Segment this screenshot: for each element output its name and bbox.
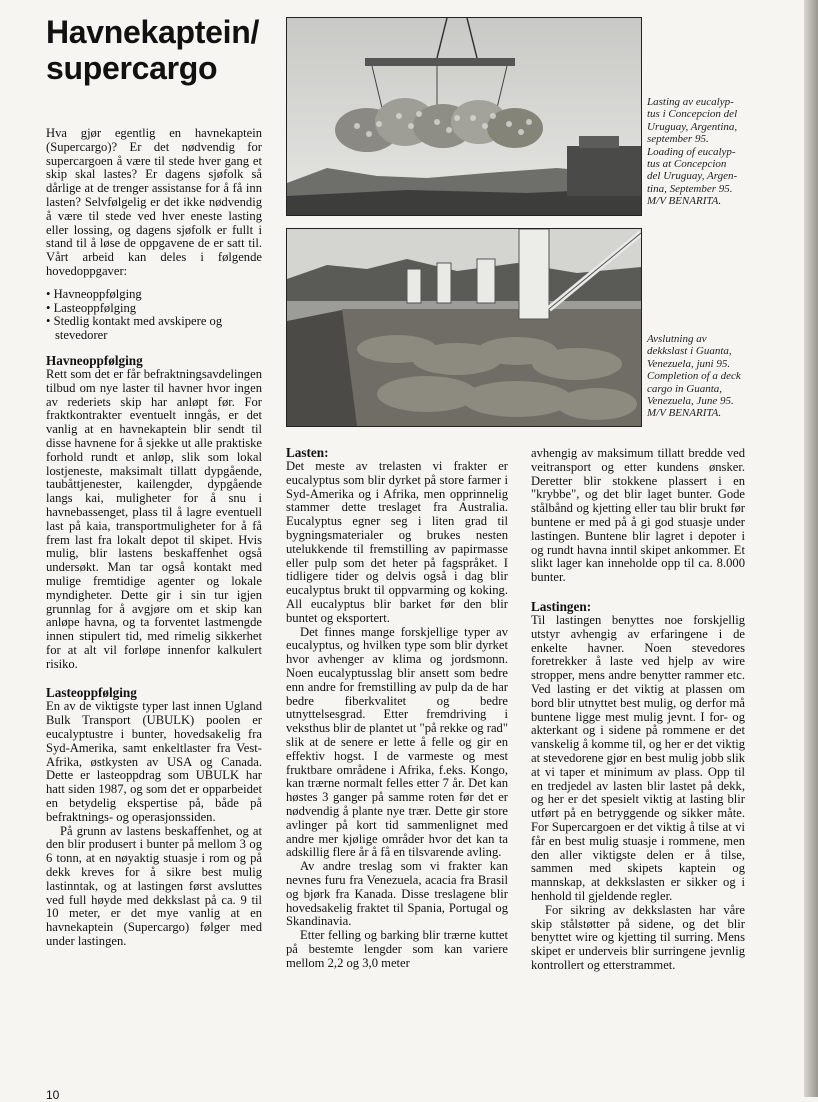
task-list-item: • Lasteoppfølging <box>46 302 262 316</box>
task-list-item: • Stedlig kontakt med avskipere og stevedorer <box>46 315 262 343</box>
havneoppfolging-paragraph: Rett som det er får befraktningsavdelingen tilbud om nye laster til havner hvor ingen av rederiets skip har anløpt før. For fraktkontrakter eventuelt inngås, er det vanlig at en havnekaptein blir sendt til disse havnene for å sjekke ut alle praktiske forhold rundt et anløp, slik som lokal lostjeneste, maksimalt tillatt dypgående, taubåttjenester, kailengder, dypgående langs kai, muligheter for å snu i havnebassenget, plass til å lagre eventuell last på kaia, transportmuligheter for å få frem last fra lokalt depot til skipet. Hvis mulig, blir lastens beskaffenhet også undersøkt. Man tar også kontakt med mulige fremtidige agenter og lokale myndigheter. Dette gir i sin tur igjen grunnlag for å avgjøre om et skip kan anløpe havna, og ta forventet lastmengde innen stipulert tid, med rimelig sikkerhet for at alt vil forløpe innenfor kalkulert risiko. <box>46 366 262 671</box>
photo-deck-cargo <box>286 228 642 427</box>
photo-caption-2 <box>647 333 767 420</box>
caption-line: Uruguay, Argentina, <box>647 120 738 133</box>
caption-line: Lasting av eucalyp- <box>647 96 734 108</box>
article-column-2 <box>286 445 508 970</box>
caption-line: Venezuela, June 95. <box>647 395 734 408</box>
lastingen-paragraph-2: For sikring av dekkslasten har våre skip stålstøtter på sidene, og det blir benyttet wire og kjetting til surring. Mens skipet er underveis blir surringene jevnlig kontrollert og etterstrammet. <box>531 902 745 972</box>
section-heading-lasteoppfolging: Lasteoppfølging <box>46 685 137 701</box>
lasten-paragraph-3: Av andre treslag som vi frakter kan nevnes furu fra Venezuela, acacia fra Brasil og bjørk fra Kanada. Disse treslagene blir hovedsakelig fraktet til Spania, Portugal og Skandinavia. <box>286 859 508 929</box>
title-line-1: Havnekaptein/ <box>46 14 260 50</box>
caption-line: Completion of a deck <box>647 370 741 383</box>
article-column-3 <box>531 447 745 973</box>
section-heading-lasten: Lasten: <box>286 445 329 460</box>
caption-line: tus i Concepcion del <box>647 108 738 121</box>
lasteoppfolging-paragraph-1: En av de viktigste typer last innen Ugland Bulk Transport (UBULK) poolen er eucalyptustre i bunter, hovedsakelig fra Syd-Amerika, samt enkeltlaster fra Vest-Afrika, østkysten av USA og Canada. Dette er lasteoppdrag som UBULK har hatt siden 1987, og som det er opparbeidet en betydelig ekspertise på, både på befraktnings- og operasjonssiden. <box>46 699 262 824</box>
caption-line: Loading of eucalyp- <box>647 145 736 158</box>
caption-line: cargo in Guanta, <box>647 382 723 395</box>
caption-line: tus at Concepcion <box>647 158 727 171</box>
caption-line: tina, September 95. <box>647 182 733 195</box>
task-list-item: • Havneoppfølging <box>46 288 262 302</box>
section-heading-havneoppfolging: Havneoppfølging <box>46 352 143 368</box>
page-title <box>46 14 259 86</box>
section-heading-lastingen: Lastingen: <box>531 598 592 614</box>
caption-line: Venezuela, juni 95. <box>647 357 731 370</box>
lasten-paragraph-2: Det finnes mange forskjellige typer av eucalyptus, og hvilken type som blir dyrket hvor avhenger av klima og jordsmonn. Noen eucalyptusslag blir ansett som bedre enn andre for fremstilling av pulp da de har bedre fiberkvalitet og bedre utnyttelsesgrad. Etter fremdriving i veksthus blir de plantet ut "på rekke og rad" slik at de senere er lette å felle og gir en effektiv hogst. I de varmeste og mest fruktbare områdene i Afrika, f.eks. Kongo, kan trærne normalt felles etter 7 år. Det kan høstes 3 ganger på samme roten før det er nødvendig å plante nye trær. Dette gir store avlinger på kort tid sammenlignet med andre mer kjølige områder hvor det kan ta adskillig flere år å få en tilsvarende avling. <box>286 624 508 860</box>
caption-line: del Uruguay, Argen- <box>647 170 738 183</box>
lasten-paragraph-1: Det meste av trelasten vi frakter er eucalyptus som blir dyrket på store farmer i Syd-Amerika og i Afrika, men opprinnelig stammer dette treslaget fra Australia. Eucalyptus egner seg i liten grad til bygningsmaterialer og brukes nesten utelukkende til fremstilling av papirmasse eller pulp som det heter på fagspråket. I tidligere tider og delvis også i dag blir eucalyptus brukt til oppvarming og koking. All eucalyptus blir barket før den blir buntet og eksportert. <box>286 459 508 625</box>
photo-caption-1 <box>647 96 767 208</box>
caption-line: dekkslast i Guanta, <box>647 345 732 358</box>
article-column-1 <box>46 127 262 949</box>
task-list <box>46 288 262 343</box>
intro-paragraph: Hva gjør egentlig en havnekaptein (Supercargo)? Er det nødvendig for supercargoen å være til stede hver gang et skip skal lastes? Er dagens sjøfolk så dårlige at de trenger assistanse for å få inn lasten? Selvfølgelig er det ikke nødvendig å være til stede ved hver eneste lasting eller lossing, og dagens sjøfolk er fullt i stand til å løse de oppgavene de er satt til. Vårt arbeid kan deles i følgende hovedoppgaver: <box>46 126 262 278</box>
lasten-paragraph-4: Etter felling og barking blir trærne kuttet på bestemte lengder som kan variere mellom 2,2 og 3,0 meter <box>286 928 508 970</box>
photo-crane-lifting-logs <box>286 17 642 216</box>
lasten-continued-paragraph: avhengig av maksimum tillatt bredde ved veitransport og etter kundens ønsker. Deretter blir stokkene plassert i en "krybbe", og det blir laget bunter. Gode stålbånd og kjetting eller tau blir brukt før buntene er med på å gi god stuasje under lastingen. Buntene blir lagret i depoter i og rundt havna inntil skipet ankommer. Et slikt lager kan inneholde opp til ca. 8.000 bunter. <box>531 446 745 585</box>
caption-line: M/V BENARITA. <box>647 195 722 208</box>
lasteoppfolging-paragraph-2: På grunn av lastens beskaffenhet, og at den blir produsert i bunter på mellom 3 og 6 tonn, at en nøyaktig stuasje i rom og på dekk kreves for å sikre best mulig lastinntak, og at lastingen først avsluttes ved full høyde med dekkslast på ca. 9 til 10 meter, er det mye vanlig at en havnekaptein (Supercargo) følger med under lastingen. <box>46 823 262 949</box>
page-number: 10 <box>46 1088 60 1102</box>
page-edge-shadow <box>804 0 818 1097</box>
caption-line: M/V BENARITA. <box>647 407 722 420</box>
lastingen-paragraph-1: Til lastingen benyttes noe forskjellig utstyr avhengig av erfaringene i de enkelte havner. Noen stevedores foretrekker å laste ved hjelp av wire stropper, mens andre benytter rammer etc. Ved lasting er det viktig at plassen om bord blir utnyttet best mulig, og derfor må buntene ligge mest mulig jevnt. I for- og akterkant og i sidene på rommene er det vanskelig å komme til, og her er det viktig at stevedorene gjør en best mulig jobb slik at vi taper et minimum av plass. Opp til en tredjedel av lasten blir lastet på dekk, og her er det spesielt viktig at lasting blir utført på en betryggende og sikker måte. For Supercargoen er det viktig å tilse at vi får en best mulig stuasje i rommene, men den aller viktigste delen er å tilse, sammen med skipets kaptein og mannskap, at dekkslasten er sikker og i henhold til gjeldende regler. <box>531 612 745 903</box>
caption-line: Avslutning av <box>647 333 707 345</box>
title-line-2: supercargo <box>46 50 218 86</box>
caption-line: september 95. <box>647 133 709 146</box>
